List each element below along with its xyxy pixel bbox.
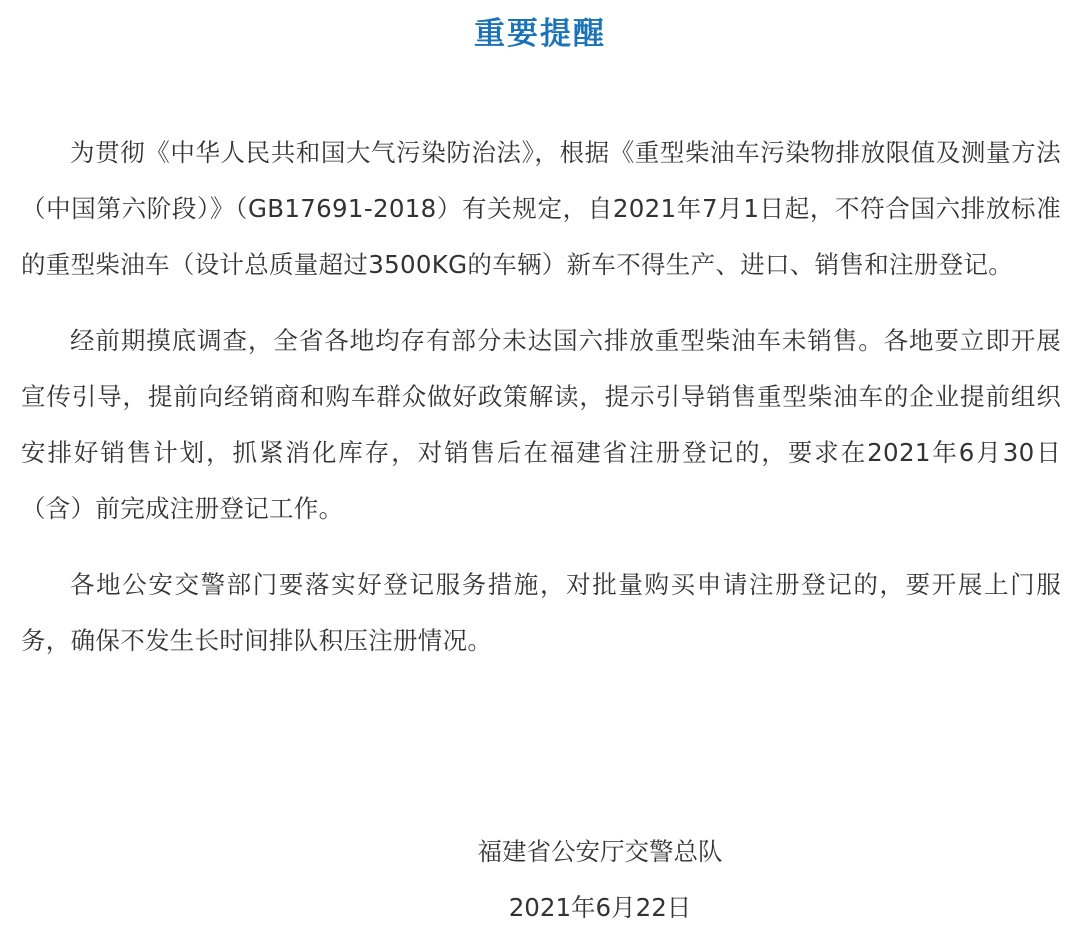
signature-date: 2021年6月22日: [508, 893, 692, 922]
notice-body: [21, 125, 1061, 689]
notice-title: 重要提醒: [474, 16, 606, 52]
paragraph-service: 各地公安交警部门要落实好登记服务措施，对批量购买申请注册登记的，要开展上门服务，确保不发生长时间排队积压注册情况。: [21, 570, 1061, 655]
signature-organization: 福建省公安厅交警总队: [477, 837, 723, 866]
paragraph-investigation: 经前期摸底调查，全省各地均存有部分未达国六排放重型柴油车未销售。各地要立即开展宣传引导，提前向经销商和购车群众做好政策解读，提示引导销售重型柴油车的企业提前组织安排好销售计划，抓紧消化库存，对销售后在福建省注册登记的，要求在2021年6月30日（含）前完成注册登记工作。: [21, 326, 1061, 523]
paragraph-policy: 为贯彻《中华人民共和国大气污染防治法》，根据《重型柴油车污染物排放限值及测量方法（中国第六阶段）》（GB17691-2018）有关规定，自2021年7月1日起，不符合国六排放标准的重型柴油车（设计总质量超过3500KG的车辆）新车不得生产、进口、销售和注册登记。: [21, 138, 1061, 279]
